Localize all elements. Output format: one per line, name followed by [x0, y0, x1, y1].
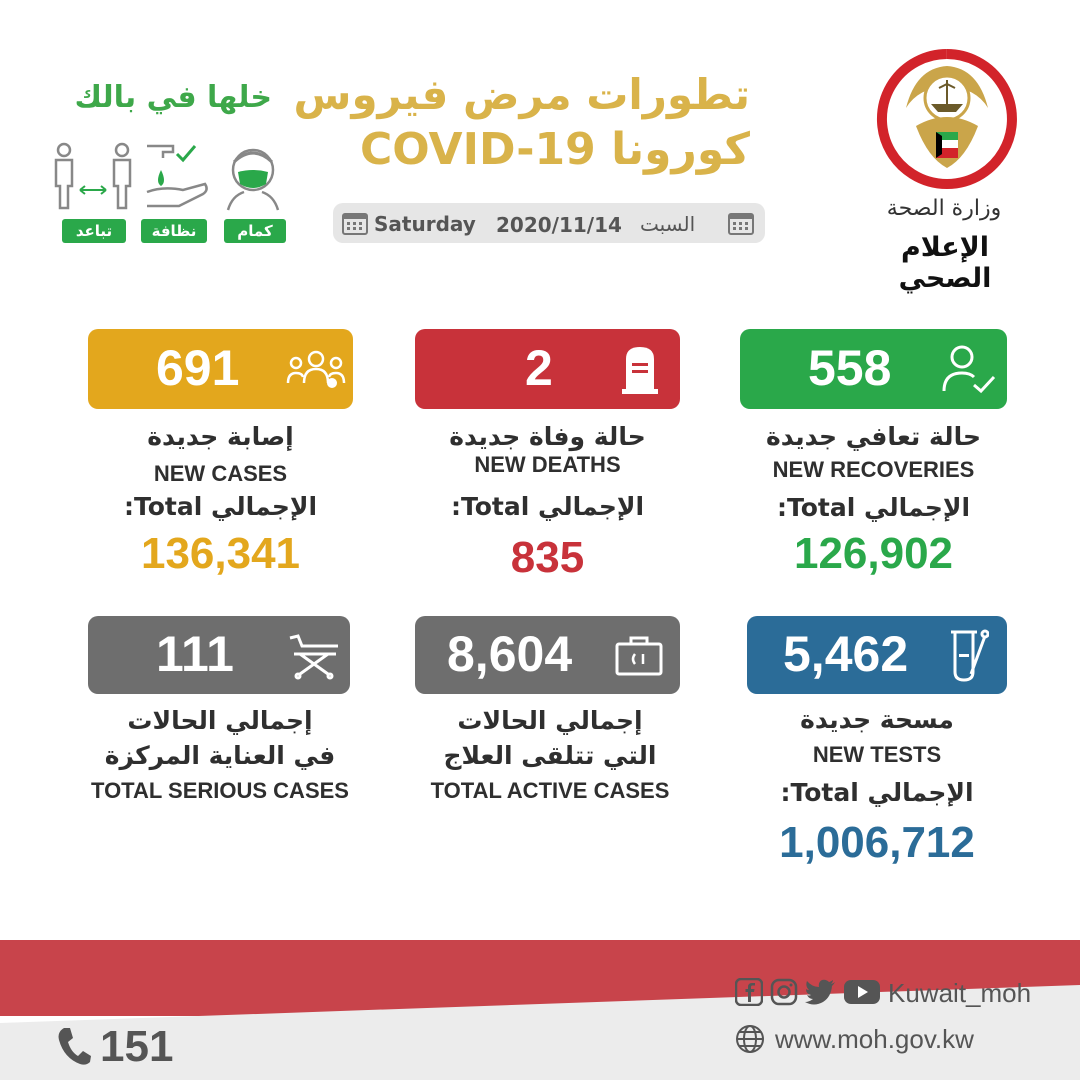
globe-icon [735, 1024, 765, 1058]
test-tube-icon [947, 628, 989, 688]
serious-cases-label-en: TOTAL SERIOUS CASES [91, 778, 349, 803]
active-cases-label-en: TOTAL ACTIVE CASES [430, 778, 670, 803]
new-tests-label-en: NEW TESTS [812, 742, 942, 767]
new-cases-box [88, 329, 353, 409]
new-tests-value: 5,462 [783, 626, 909, 682]
serious-cases-value: 111 [156, 626, 234, 682]
date-day-ar: السبت [640, 212, 696, 236]
hand-washing-icon [143, 140, 213, 216]
new-cases-label-ar: إصابة جديدة [147, 422, 294, 451]
social-handle[interactable]: Kuwait_moh [888, 978, 1032, 1008]
new-deaths-label-en: NEW DEATHS [474, 452, 621, 477]
date-day-en: Saturday [374, 212, 476, 236]
stretcher-icon [288, 632, 342, 684]
distancing-icon [50, 142, 136, 216]
active-cases-label-ar1: إجمالي الحالات [457, 706, 643, 735]
new-recoveries-box [740, 329, 1007, 409]
page-title-line2: كورونا COVID-19 [360, 124, 750, 175]
new-tests-label-ar: مسحة جديدة [800, 705, 954, 734]
twitter-icon[interactable] [804, 979, 836, 1009]
ministry-logo [876, 48, 1018, 190]
calendar-icon [728, 211, 754, 239]
tag-hygiene: نظافة [141, 219, 207, 243]
new-deaths-total-label: الإجمالي Total: [450, 492, 645, 521]
people-virus-icon [286, 349, 346, 395]
ministry-name: وزارة الصحة [886, 196, 1002, 221]
new-cases-value: 691 [156, 340, 240, 396]
new-cases-total: 136,341 [140, 529, 301, 578]
new-cases-label-en: NEW CASES [153, 461, 288, 486]
instagram-icon[interactable] [770, 978, 798, 1010]
new-deaths-label-ar: حالة وفاة جديدة [449, 422, 646, 451]
active-cases-value: 8,604 [447, 626, 573, 682]
new-recoveries-label-en: NEW RECOVERIES [772, 457, 975, 482]
date-value: 2020/11/14 [496, 213, 622, 237]
new-deaths-box [415, 329, 680, 409]
serious-cases-box [88, 616, 350, 694]
calendar-icon [342, 211, 368, 239]
new-deaths-total: 835 [510, 533, 585, 582]
phone-icon [56, 1026, 92, 1070]
new-recoveries-value: 558 [808, 340, 892, 396]
user-check-icon [940, 343, 998, 399]
new-recoveries-total: 126,902 [793, 529, 954, 578]
facebook-icon[interactable] [735, 978, 763, 1010]
ministry-department: الإعلام الصحي [898, 232, 992, 294]
new-deaths-value: 2 [525, 340, 553, 396]
new-tests-total: 1,006,712 [779, 818, 975, 867]
page-title-line1: تطورات مرض فيروس [293, 70, 750, 119]
guidance-slogan: خلها في بالك [74, 80, 272, 115]
new-tests-total-label: الإجمالي Total: [780, 778, 974, 807]
tag-distancing: تباعد [62, 219, 126, 243]
phone-number[interactable]: 151 [100, 1022, 174, 1071]
youtube-icon[interactable] [843, 979, 881, 1009]
new-recoveries-total-label: الإجمالي Total: [776, 493, 971, 522]
active-cases-label-ar2: التي تتلقى العلاج [443, 741, 657, 770]
serious-cases-label-ar2: في العناية المركزة [104, 741, 336, 770]
new-tests-box [747, 616, 1007, 694]
new-recoveries-label-ar: حالة تعافي جديدة [766, 422, 981, 451]
website-link[interactable]: www.moh.gov.kw [775, 1024, 974, 1054]
new-cases-total-label: الإجمالي Total: [123, 492, 318, 521]
mask-icon [220, 140, 286, 216]
active-cases-box [415, 616, 680, 694]
tag-mask: كمام [224, 219, 286, 243]
serious-cases-label-ar1: إجمالي الحالات [127, 706, 313, 735]
tombstone-icon [620, 343, 660, 399]
medical-case-icon [615, 634, 663, 682]
